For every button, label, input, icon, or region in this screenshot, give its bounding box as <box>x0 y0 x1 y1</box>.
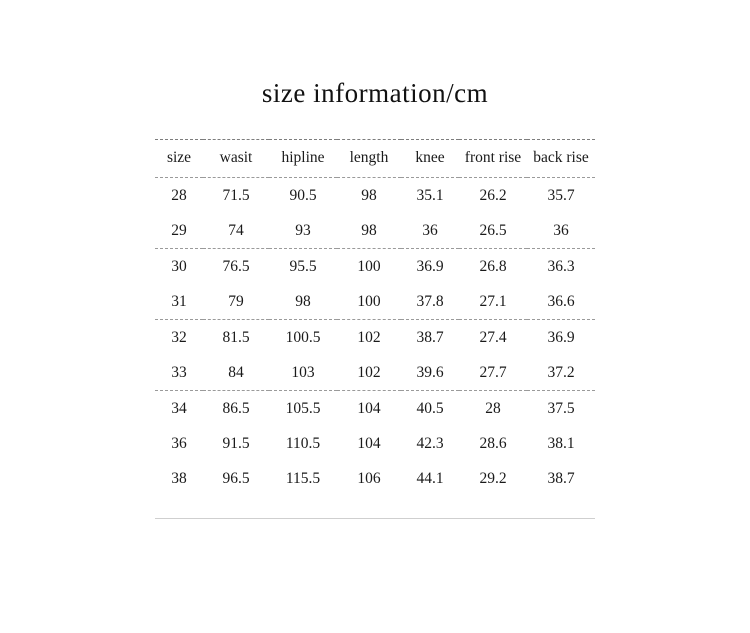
cell-front-rise: 29.2 <box>479 469 507 487</box>
cell-back-rise: 36 <box>553 221 569 239</box>
size-chart-page <box>0 78 750 633</box>
cell-size: 38 <box>171 469 187 487</box>
cell-front-rise: 26.5 <box>479 221 507 239</box>
cell-length: 98 <box>361 221 377 239</box>
table-body <box>155 178 595 497</box>
cell-size: 34 <box>155 391 203 427</box>
cell-front-rise: 28.6 <box>479 434 507 452</box>
cell-hipline: 100.5 <box>269 320 337 356</box>
cell-size: 28 <box>155 178 203 214</box>
cell-length: 100 <box>357 292 381 310</box>
cell-hipline: 98 <box>295 292 311 310</box>
cell-hipline: 93 <box>295 221 311 239</box>
cell-hipline: 115.5 <box>285 469 321 487</box>
cell-size: 36 <box>171 434 187 452</box>
column-header-knee: knee <box>401 140 459 178</box>
cell-front-rise: 28 <box>459 391 527 427</box>
cell-front-rise: 27.1 <box>479 292 507 310</box>
table-row <box>155 249 595 285</box>
table-row <box>155 213 595 249</box>
size-table-container <box>155 139 595 496</box>
size-table <box>155 139 595 496</box>
column-header-hipline: hipline <box>269 140 337 178</box>
cell-knee: 37.8 <box>416 292 444 310</box>
cell-hipline: 103 <box>291 363 315 381</box>
cell-size: 31 <box>171 292 187 310</box>
table-row <box>155 426 595 461</box>
cell-knee: 42.3 <box>416 434 444 452</box>
cell-front-rise: 27.4 <box>459 320 527 356</box>
table-row <box>155 320 595 356</box>
cell-wasit: 79 <box>228 292 244 310</box>
column-header-length: length <box>337 140 401 178</box>
table-row <box>155 461 595 496</box>
cell-front-rise: 26.8 <box>459 249 527 285</box>
cell-wasit: 81.5 <box>203 320 269 356</box>
cell-length: 104 <box>337 391 401 427</box>
bottom-divider <box>155 518 595 519</box>
cell-length: 104 <box>357 434 381 452</box>
cell-length: 102 <box>337 320 401 356</box>
cell-hipline: 95.5 <box>269 249 337 285</box>
cell-size: 32 <box>155 320 203 356</box>
cell-back-rise: 37.5 <box>527 391 595 427</box>
cell-wasit: 74 <box>228 221 244 239</box>
cell-back-rise: 38.7 <box>547 469 575 487</box>
table-row <box>155 284 595 320</box>
cell-hipline: 110.5 <box>285 434 321 452</box>
column-header-back-rise: back rise <box>527 140 595 178</box>
table-row <box>155 355 595 391</box>
cell-length: 106 <box>357 469 381 487</box>
table-row <box>155 391 595 427</box>
cell-wasit: 76.5 <box>203 249 269 285</box>
cell-knee: 35.1 <box>401 178 459 214</box>
column-header-size: size <box>155 140 203 178</box>
cell-knee: 36.9 <box>401 249 459 285</box>
cell-wasit: 91.5 <box>222 434 250 452</box>
cell-length: 102 <box>357 363 381 381</box>
column-header-wasit: wasit <box>203 140 269 178</box>
cell-front-rise: 26.2 <box>459 178 527 214</box>
cell-size: 33 <box>171 363 187 381</box>
cell-knee: 44.1 <box>416 469 444 487</box>
column-header-front-rise: front rise <box>459 140 527 178</box>
table-header <box>155 140 595 178</box>
cell-hipline: 105.5 <box>269 391 337 427</box>
cell-back-rise: 36.6 <box>547 292 575 310</box>
cell-knee: 39.6 <box>416 363 444 381</box>
cell-back-rise: 36.9 <box>527 320 595 356</box>
cell-back-rise: 36.3 <box>527 249 595 285</box>
table-header-row <box>155 140 595 178</box>
cell-back-rise: 38.1 <box>547 434 575 452</box>
cell-wasit: 86.5 <box>203 391 269 427</box>
cell-wasit: 96.5 <box>222 469 250 487</box>
cell-back-rise: 37.2 <box>547 363 575 381</box>
cell-wasit: 84 <box>228 363 244 381</box>
cell-front-rise: 27.7 <box>479 363 507 381</box>
cell-back-rise: 35.7 <box>527 178 595 214</box>
cell-knee: 38.7 <box>401 320 459 356</box>
cell-size: 30 <box>155 249 203 285</box>
cell-knee: 36 <box>422 221 438 239</box>
cell-length: 98 <box>337 178 401 214</box>
cell-length: 100 <box>337 249 401 285</box>
table-row <box>155 178 595 214</box>
page-title: size information/cm <box>261 78 489 108</box>
cell-hipline: 90.5 <box>269 178 337 214</box>
cell-size: 29 <box>171 221 187 239</box>
cell-wasit: 71.5 <box>203 178 269 214</box>
cell-knee: 40.5 <box>401 391 459 427</box>
